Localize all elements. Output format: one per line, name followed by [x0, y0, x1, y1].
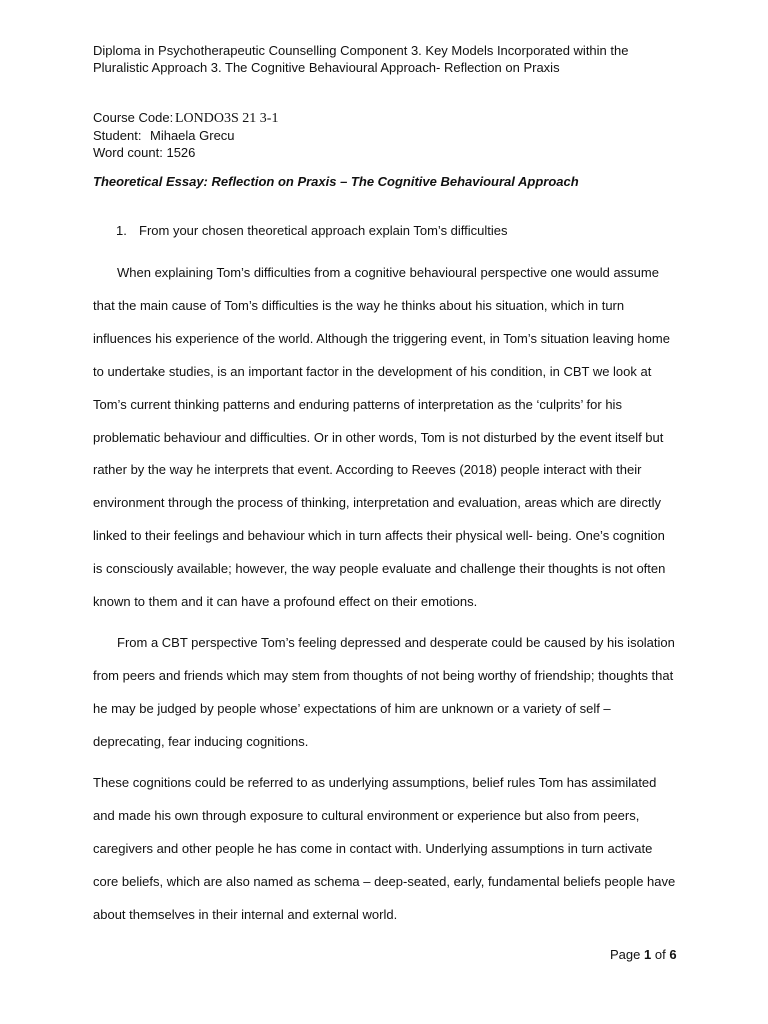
- document-header: [93, 42, 693, 76]
- student-name: Mihaela Grecu: [150, 128, 235, 143]
- page-total: 6: [669, 947, 677, 962]
- course-code-row: [93, 109, 278, 127]
- page-current: 1: [644, 947, 652, 962]
- page-number: [610, 947, 677, 962]
- body-paragraph-3: These cognitions could be referred to as underlying assumptions, belief rules Tom has assimilated and made his own through exposure to cultural environment or experience but also from peers, caregivers and other people he has come in contact with. Underlying assumptions in turn activate core beliefs, which are also named as schema – deep-seated, early, fundamental beliefs people have about themselves in their internal and external world.: [93, 775, 676, 922]
- question-text: From your chosen theoretical approach explain Tom’s difficulties: [139, 223, 508, 238]
- course-metadata: [93, 109, 278, 161]
- question-item: [116, 223, 508, 238]
- question-number: 1.: [116, 223, 127, 238]
- course-code-label: Course Code:: [93, 110, 174, 125]
- header-line-1: Diploma in Psychotherapeutic Counselling Component 3. Key Models Incorporated within the: [93, 43, 629, 58]
- course-code-value: LONDO3S 21 3-1: [175, 111, 279, 126]
- page-label: Page: [610, 947, 641, 962]
- essay-title: Theoretical Essay: Reflection on Praxis – The Cognitive Behavioural Approach: [93, 174, 579, 189]
- header-line-2: Pluralistic Approach 3. The Cognitive Behavioural Approach- Reflection on Praxis: [93, 60, 560, 75]
- student-label: Student:: [93, 128, 142, 143]
- body-paragraph-1: When explaining Tom’s difficulties from a cognitive behavioural perspective one would assume that the main cause of Tom’s difficulties is the way he thinks about his situation, which in turn influences his experience of the world. Although the triggering event, in Tom’s situation leaving home to undertake studies, is an important factor in the development of his condition, in CBT we look at Tom’s current thinking patterns and enduring patterns of interpretation as the ‘culprits’ for his problematic behaviour and difficulties. Or in other words, Tom is not disturbed by the event itself but rather by the way he interprets that event. According to Reeves (2018) people interact with their environment through the process of thinking, interpretation and evaluation, areas which are directly linked to their feelings and behaviour which in turn affects their physical well- being. One’s cognition is consciously available; however, the way people evaluate and challenge their thoughts is not often known to them and it can have a profound effect on their emotions.: [93, 265, 670, 610]
- word-count: Word count: 1526: [93, 145, 196, 160]
- student-row: [93, 127, 278, 144]
- body-paragraph-2: From a CBT perspective Tom’s feeling depressed and desperate could be caused by his isolation from peers and friends which may stem from thoughts of not being worthy of friendship; thoughts that he may be judged by people whose’ expectations of him are unknown or a variety of self – deprecating, fear inducing cognitions.: [93, 635, 675, 749]
- page-of: of: [654, 947, 666, 962]
